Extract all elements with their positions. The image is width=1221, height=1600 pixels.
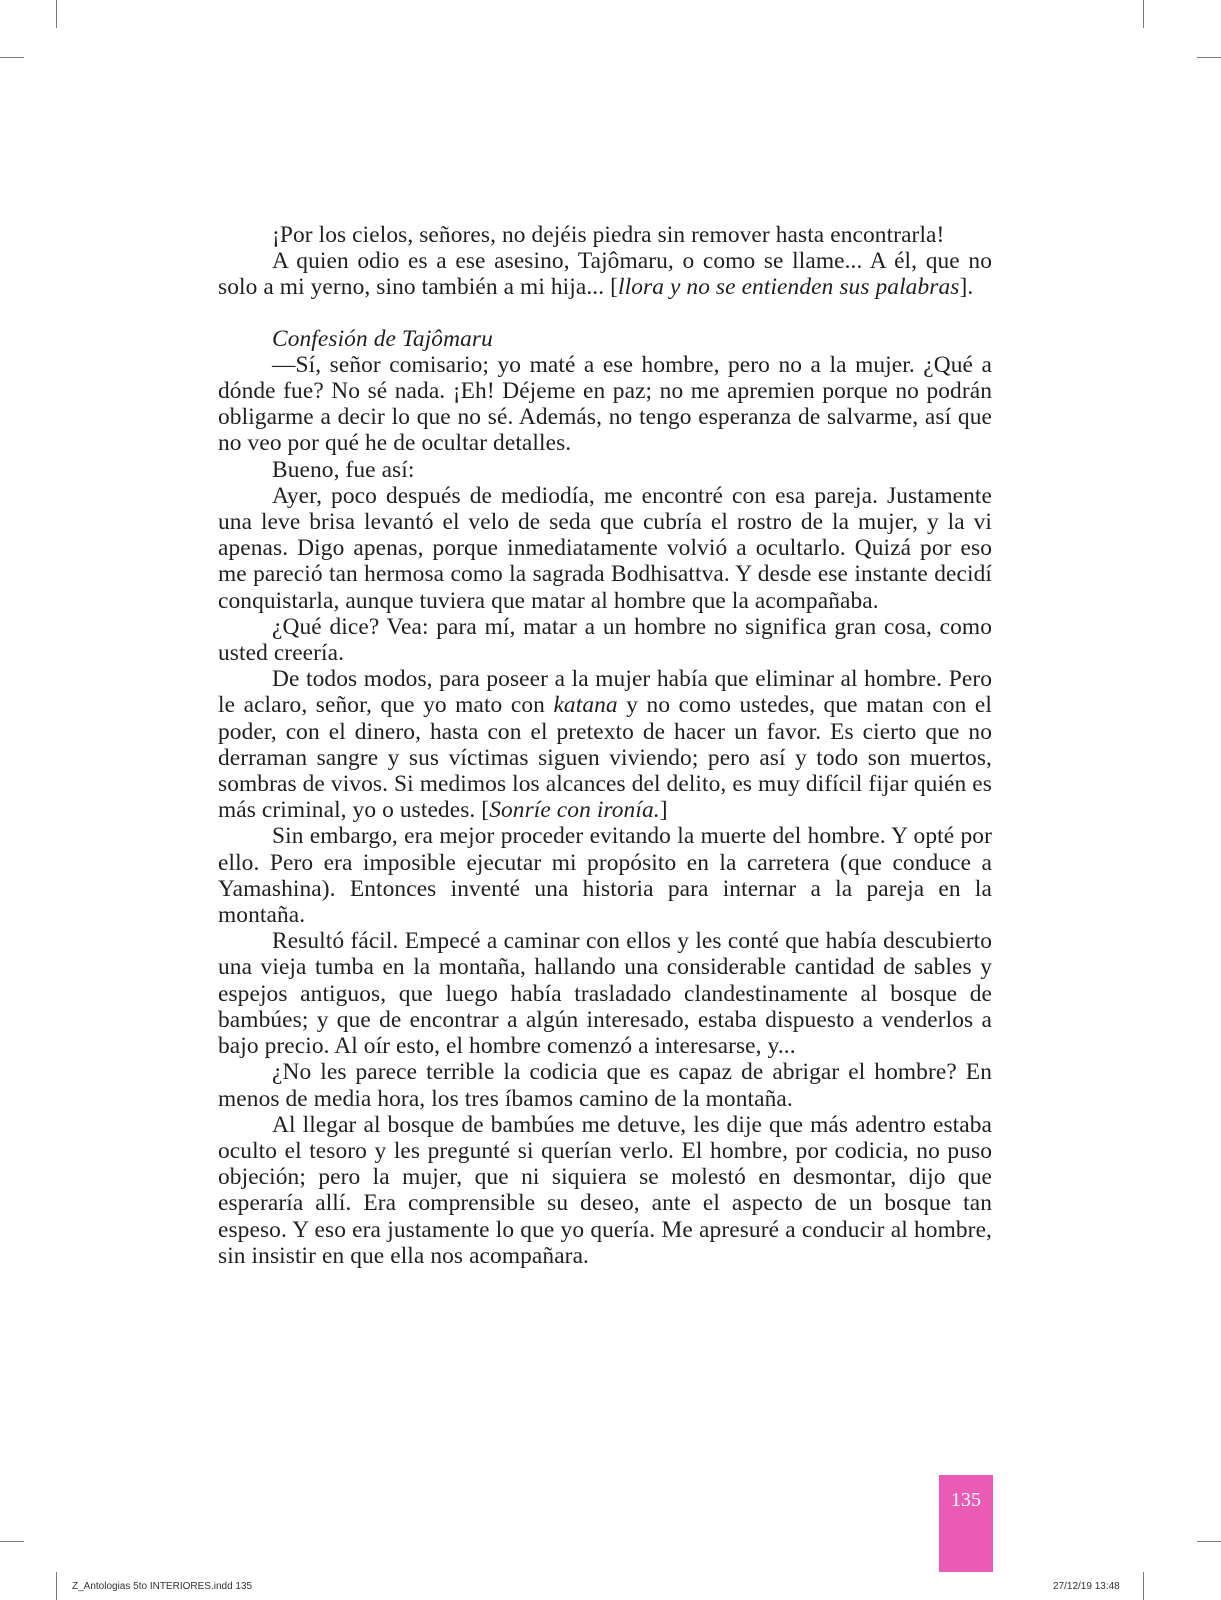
paragraph: Al llegar al bosque de bambúes me detuve, les dije que más adentro estaba oculto el tesoro y les pregunté si querían verlo. El hombre, por codicia, no puso objeción; pero la mujer, que ni siquiera se molestó en desmontar, dijo que esperaría allí. Era comprensible su deseo, ante el aspecto de un bosque tan espeso. Y eso era justamente lo que yo quería. Me apresuré a conducir al hombre, sin insistir en que ella nos acompañara. xyxy=(218,1111,992,1269)
paragraph: Bueno, fue así: xyxy=(272,456,415,483)
paragraph: Sin embargo, era mejor proceder evitando la muerte del hombre. Y opté por ello. Pero era imposible ejecutar mi propósito en la carretera (que conduce a Yamashina). Entonces inventé una historia para internar a la pareja en la montaña. xyxy=(218,823,992,929)
paragraph: —Sí, señor comisario; yo maté a ese hombre, pero no a la mujer. ¿Qué a dónde fue? No sé nada. ¡Eh! Déjeme en paz; no me apremien porque no podrán obligarme a decir lo que no sé. Además, no tengo esperanza de salvarme, así que no veo por qué he de ocultar detalles. xyxy=(218,351,992,457)
paragraph-text: ]. xyxy=(959,274,974,301)
paragraph-text: A quien odio es a ese asesino, Tajômaru, o como se llame... A él, que no solo a mi yerno, sino también a mi hija... [ xyxy=(218,248,992,301)
paragraph-text: ] xyxy=(659,797,668,824)
slug-date-info: 27/12/19 13:48 xyxy=(1053,1581,1120,1592)
page-number: 135 xyxy=(951,1489,981,1511)
paragraph-text: De todos modos, para poseer a la mujer había que eliminar al hombre. Pero le aclaro, señor, que yo mato con xyxy=(218,666,992,719)
paragraph: ¿Qué dice? Vea: para mí, matar a un hombre no significa gran cosa, como usted creería. xyxy=(218,613,992,667)
stage-direction: Sonríe con ironía. xyxy=(489,797,660,824)
crop-mark-top-left xyxy=(56,0,57,28)
paragraph xyxy=(218,666,992,823)
stage-direction: llora y no se entienden sus palabras xyxy=(618,274,960,301)
crop-mark-top-right xyxy=(1143,0,1144,28)
paragraph-text: y no como ustedes, que matan con el poder, con el dinero, hasta con el pretexto de hacer un favor. Es cierto que no derraman sangre y sus víctimas siguen viviendo; pero así y todo son muertos, sombras de vivos. Si medimos los alcances del delito, es muy difícil fijar quién es más criminal, yo o ustedes. [ xyxy=(218,692,992,824)
crop-mark-right-top xyxy=(1197,57,1221,58)
section-heading: Confesión de Tajômaru xyxy=(272,325,493,352)
crop-mark-bottom-left xyxy=(56,1572,57,1600)
body-text xyxy=(218,222,992,1269)
paragraph: ¿No les parece terrible la codicia que es capaz de abrigar el hombre? En menos de media hora, los tres íbamos camino de la montaña. xyxy=(218,1059,992,1112)
crop-mark-left-bottom xyxy=(0,1541,24,1542)
paragraph xyxy=(218,248,992,300)
crop-mark-right-bottom xyxy=(1197,1541,1221,1542)
paragraph: Resultó fácil. Empecé a caminar con ellos y les conté que había descubierto una vieja tumba en la montaña, hallando una considerable cantidad de sables y espejos antiguos, que luego había trasladado clandestinamente al bosque de bambúes; y que de encontrar a algún interesado, estaba dispuesto a venderlos a bajo precio. Al oír esto, el hombre comenzó a interesarse, y... xyxy=(218,928,992,1060)
paragraph: ¡Por los cielos, señores, no dejéis piedra sin remover hasta encontrarla! xyxy=(272,222,945,248)
italic-term: katana xyxy=(553,692,618,719)
page-number-tab xyxy=(939,1475,993,1572)
slug-file-info: Z_Antologias 5to INTERIORES.indd 135 xyxy=(72,1581,253,1592)
paragraph: Ayer, poco después de mediodía, me encontré con esa pareja. Justamente una leve brisa levantó el velo de seda que cubría el rostro de la mujer, y la vi apenas. Digo apenas, porque inmediatamente volvió a ocultarlo. Quizá por eso me pareció tan hermosa como la sagrada Bodhisattva. Y desde ese instante decidí conquistarla, aunque tuviera que matar al hombre que la acompañaba. xyxy=(218,482,992,614)
crop-mark-bottom-right xyxy=(1143,1572,1144,1600)
crop-mark-left-top xyxy=(0,57,24,58)
